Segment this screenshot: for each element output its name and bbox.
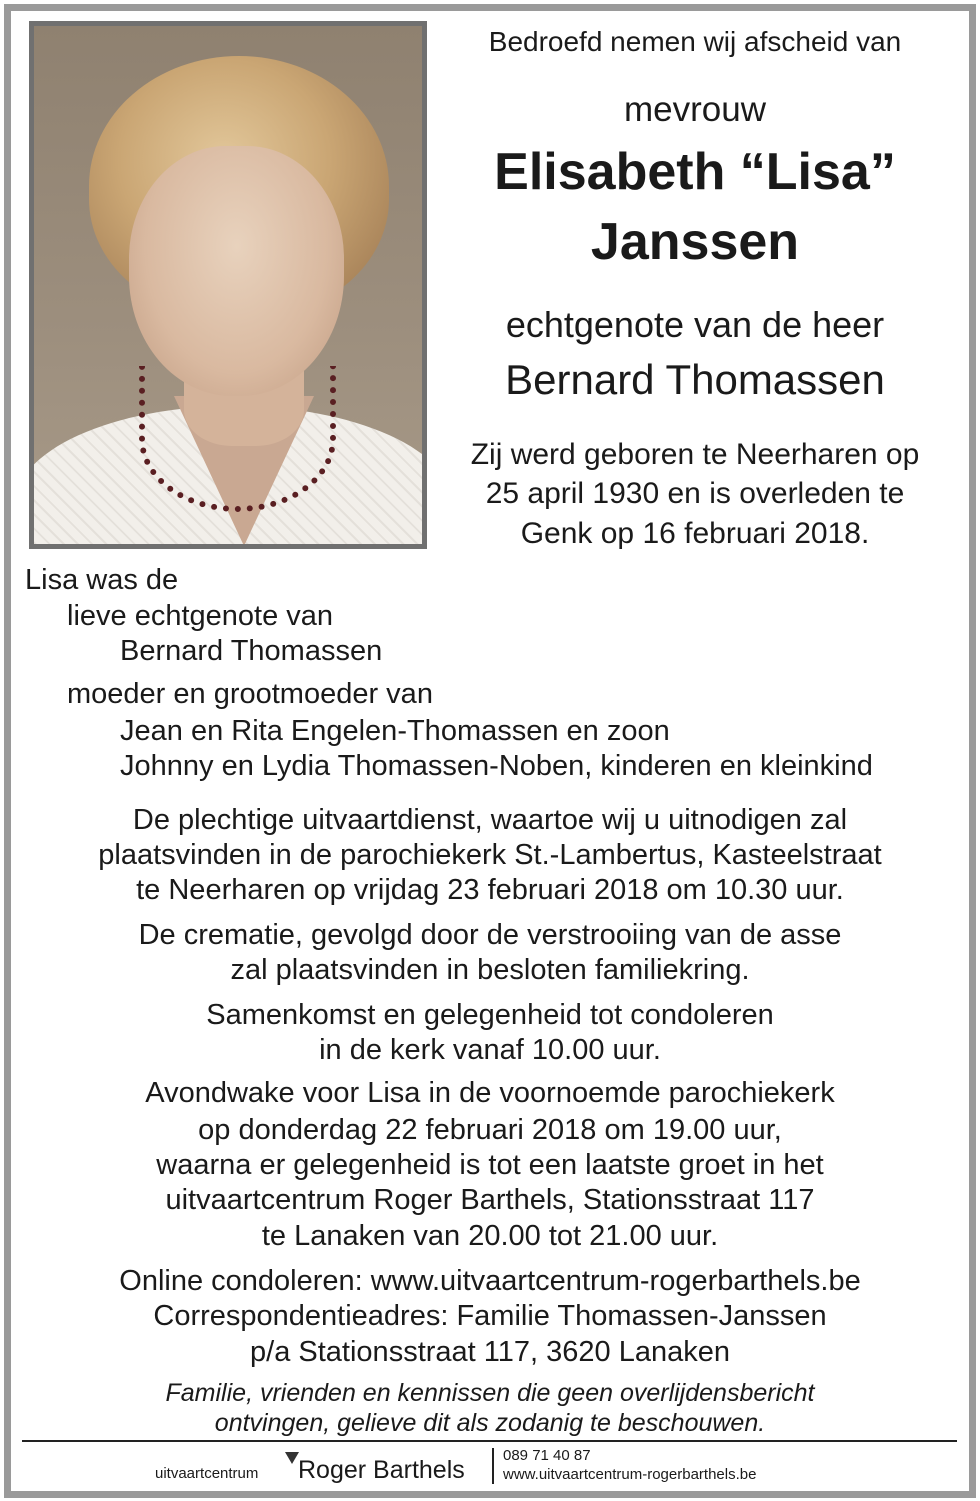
gathering-line: in de kerk vanaf 10.00 uur. <box>319 1034 661 1066</box>
footer-prefix: uitvaartcentrum <box>155 1465 259 1482</box>
deceased-name-line2: Janssen <box>590 213 800 271</box>
contact-line: Online condoleren: www.uitvaartcentrum-rogerbarthels.be <box>119 1265 861 1297</box>
notice-line: Familie, vrienden en kennissen die geen overlijdensbericht <box>165 1379 815 1407</box>
logo-triangle-icon <box>285 1452 299 1464</box>
spouse-name: Bernard Thomassen <box>505 356 885 403</box>
family-line: Jean en Rita Engelen-Thomassen en zoon <box>120 715 670 747</box>
service-line: plaatsvinden in de parochiekerk St.-Lambertus, Kasteelstraat <box>98 839 882 871</box>
family-line: Johnny en Lydia Thomassen-Noben, kinderen en kleinkind <box>120 750 873 782</box>
wake-line: waarna er gelegenheid is tot een laatste groet in het <box>156 1149 824 1181</box>
contact-line: p/a Stationsstraat 117, 3620 Lanaken <box>250 1336 730 1368</box>
spouse-intro: echtgenote van de heer <box>505 304 885 345</box>
footer-separator <box>492 1448 494 1484</box>
portrait-photo <box>29 21 427 549</box>
wake-line: op donderdag 22 februari 2018 om 19.00 uur, <box>198 1114 782 1146</box>
birth-line: Genk op 16 februari 2018. <box>520 517 870 550</box>
service-line: te Neerharen op vrijdag 23 februari 2018 om 10.30 uur. <box>136 874 844 906</box>
wake-line: Avondwake voor Lisa in de voornoemde parochiekerk <box>145 1077 835 1109</box>
service-line: De plechtige uitvaartdienst, waartoe wij u uitnodigen zal <box>132 804 848 836</box>
footer-phone: 089 71 40 87 <box>503 1447 591 1464</box>
family-line: moeder en grootmoeder van <box>67 678 433 710</box>
wake-line: te Lanaken van 20.00 tot 21.00 uur. <box>261 1220 719 1252</box>
birth-line: 25 april 1930 en is overleden te <box>485 477 905 510</box>
contact-line: Correspondentieadres: Familie Thomassen-Janssen <box>153 1300 827 1332</box>
family-line: Lisa was de <box>25 564 179 596</box>
notice-line: ontvingen, gelieve dit als zodanig te beschouwen. <box>214 1409 766 1437</box>
footer-website[interactable]: www.uitvaartcentrum-rogerbarthels.be <box>503 1466 757 1483</box>
footer-divider <box>22 1440 957 1442</box>
deceased-name-line1: Elisabeth “Lisa” <box>494 143 896 201</box>
birth-line: Zij werd geboren te Neerharen op <box>470 438 920 471</box>
wake-line: uitvaartcentrum Roger Barthels, Stationsstraat 117 <box>165 1184 815 1216</box>
salutation: mevrouw <box>624 90 766 129</box>
intro-text: Bedroefd nemen wij afscheid van <box>488 26 902 57</box>
cremation-line: zal plaatsvinden in besloten familiekring. <box>230 954 750 986</box>
footer-brand: Roger Barthels <box>298 1456 465 1484</box>
gathering-line: Samenkomst en gelegenheid tot condoleren <box>206 999 774 1031</box>
family-line: lieve echtgenote van <box>67 600 334 632</box>
family-line: Bernard Thomassen <box>120 635 383 667</box>
cremation-line: De crematie, gevolgd door de verstrooiing van de asse <box>138 919 842 951</box>
